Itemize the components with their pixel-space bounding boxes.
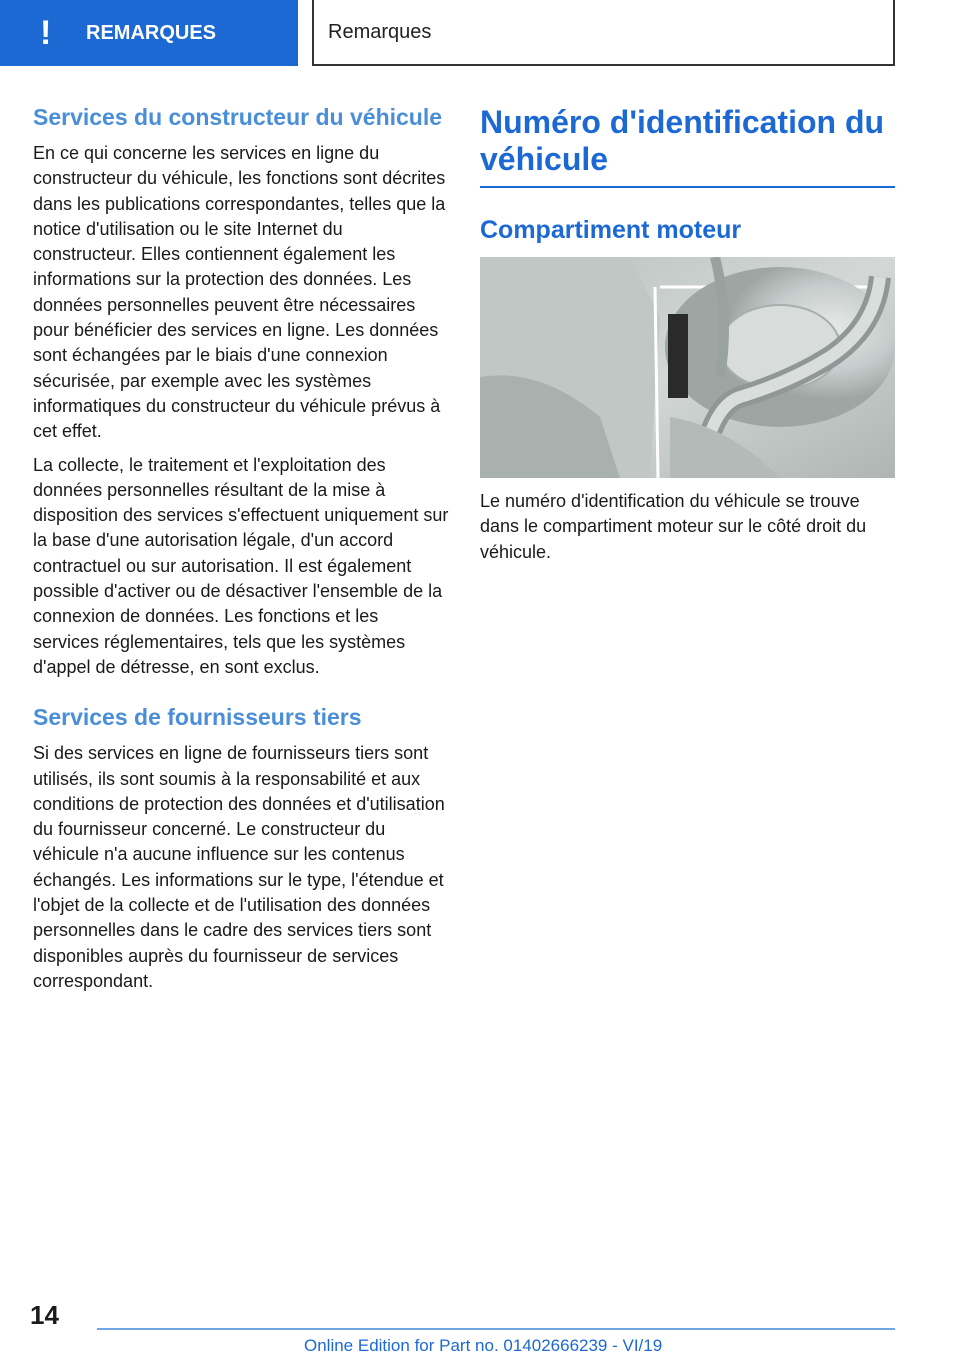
exclamation-icon: ! bbox=[40, 14, 52, 52]
section-tab bbox=[0, 0, 298, 66]
section-label: REMARQUES bbox=[86, 21, 217, 44]
section-title: Numéro d'identification du véhicule bbox=[480, 104, 885, 177]
edition-info: Online Edition for Part no. 01402666239 - VI/19 bbox=[304, 1336, 663, 1355]
photo-caption: Le numéro d'identification du véhicule se trouve dans le compartiment moteur sur le côté droit du véhicule. bbox=[480, 491, 867, 562]
title-rule bbox=[480, 186, 895, 188]
footer-rule bbox=[97, 1328, 895, 1330]
heading-manufacturer-services: Services du constructeur du véhicule bbox=[33, 104, 443, 130]
paragraph-third-party: Si des services en ligne de fournisseurs tiers sont utilisés, ils sont soumis à la responsabilité et aux conditions de protection des données et d'utilisation du fournisseur concerné. Le constructeur du véhicule n'a aucune influence sur les contenus échangés. Les informations sur le type, l'étendue et l'objet de la collecte et de l'utilisation des données personnelles dans le cadre des services tiers sont disponibles auprès du fournisseur de services correspondant. bbox=[33, 743, 445, 991]
heading-third-party-services: Services de fournisseurs tiers bbox=[33, 704, 362, 731]
paragraph-manufacturer-1: En ce qui concerne les services en ligne du constructeur du véhicule, les fonctions sont décrites dans les publications correspondantes, telles que la notice d'utilisation ou le site Internet du constructeur. Elles contiennent également les informations sur la protection des données. Les données personnelles peuvent être nécessaires pour bénéficier des services en ligne. Les données sont échangées par le biais d'une connexion sécurisée, par exemple avec les systèmes informatiques du constructeur du véhicule prévus à cet effet. bbox=[33, 143, 446, 442]
left-column bbox=[33, 104, 449, 1002]
engine-compartment-photo bbox=[480, 257, 895, 478]
page-number: 14 bbox=[30, 1300, 59, 1330]
right-column bbox=[480, 104, 895, 573]
subheading-engine-compartment: Compartiment moteur bbox=[480, 216, 742, 244]
paragraph-manufacturer-2: La collecte, le traitement et l'exploitation des données personnelles résultant de la mise à disposition des services s'effectuent uniquement sur la base d'une autorisation légale, d'un accord contractuel ou sur autorisation. Il est également possible d'activer ou de désactiver l'ensemble de la connexion de données. Les fonctions et les services réglementaires, tels que les systèmes d'appel de détresse, en sont exclus. bbox=[33, 454, 449, 677]
breadcrumb bbox=[312, 0, 895, 66]
breadcrumb-label: Remarques bbox=[328, 20, 432, 43]
